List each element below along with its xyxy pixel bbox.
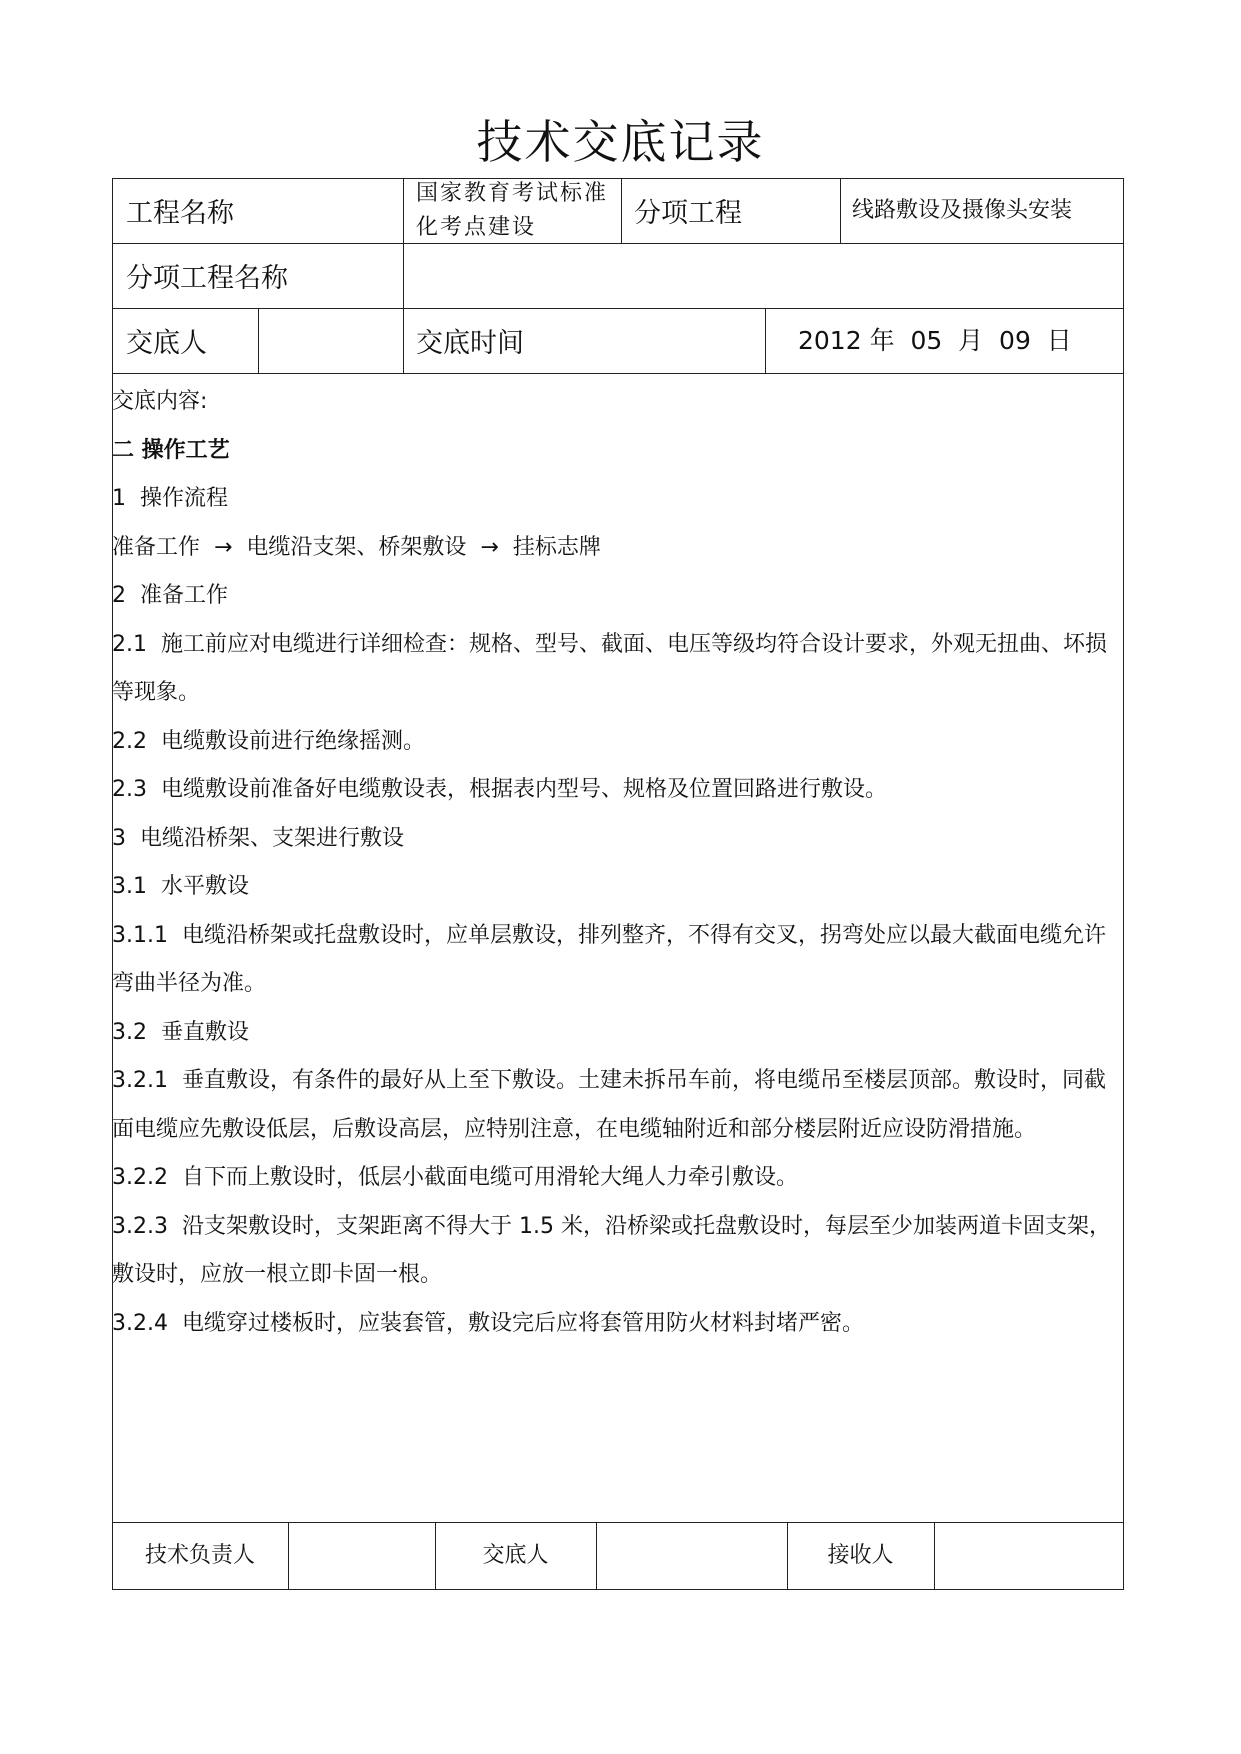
content-line: 1 操作流程 xyxy=(112,486,228,511)
tech-lead-label: 技术负责人 xyxy=(144,1543,255,1568)
content-line: 二 操作工艺 xyxy=(112,437,230,463)
col-divider xyxy=(403,178,404,373)
col-divider xyxy=(765,308,766,373)
sub-project-name-label: 分项工程名称 xyxy=(126,263,288,294)
col-divider xyxy=(258,308,259,373)
content-line: 2.2 电缆敷设前进行绝缘摇测。 xyxy=(112,728,425,754)
time-value[interactable]: 2012 年 05 月 09 日 xyxy=(798,325,1072,355)
content-line: 2.1 施工前应对电缆进行详细检查：规格、型号、截面、电压等级均符合设计要求，外观无扭曲、坏损等现象。 xyxy=(112,631,1107,705)
sub-project-name-value[interactable] xyxy=(416,243,1116,308)
tech-lead-value[interactable] xyxy=(295,1522,431,1590)
presenter-value[interactable] xyxy=(262,308,400,373)
content-line: 3.2.2 自下而上敷设时，低层小截面电缆可用滑轮大绳人力牵引敷设。 xyxy=(112,1165,798,1190)
col-divider xyxy=(934,1522,935,1590)
receiver-value[interactable] xyxy=(941,1522,1121,1590)
project-name-value[interactable]: 国家教育考试标准化考点建设 xyxy=(416,180,609,240)
col-divider xyxy=(288,1522,289,1590)
presenter-label: 交底人 xyxy=(126,328,207,359)
content-line: 3.2.3 沿支架敷设时，支架距离不得大于 1.5 米，沿桥梁或托盘敷设时，每层至少加装两道卡固支架，敷设时，应放一根立即卡固一根。 xyxy=(112,1213,1111,1287)
content-label: 交底内容: xyxy=(112,389,208,414)
content-line: 3.1.1 电缆沿桥架或托盘敷设时，应单层敷设，排列整齐，不得有交叉，拐弯处应以最大截面电缆允许弯曲半径为准。 xyxy=(112,922,1106,996)
col-divider xyxy=(621,178,622,243)
content-line: 2 准备工作 xyxy=(112,583,228,608)
col-divider xyxy=(840,178,841,243)
content-line: 3.2 垂直敷设 xyxy=(112,1019,249,1045)
time-label: 交底时间 xyxy=(416,328,524,359)
sub-project-label: 分项工程 xyxy=(634,198,742,229)
content-line: 3 电缆沿桥架、支架进行敷设 xyxy=(112,825,404,851)
sub-project-value[interactable]: 线路敷设及摄像头安装 xyxy=(852,197,1073,223)
content-line: 3.2.1 垂直敷设，有条件的最好从上至下敷设。土建未拆吊车前，将电缆吊至楼层顶部。敷设时，同截面电缆应先敷设低层，后敷设高层，应特别注意，在电缆轴附近和部分楼层附近应设防滑措施。 xyxy=(112,1068,1106,1142)
col-divider xyxy=(596,1522,597,1590)
receiver-label: 接收人 xyxy=(827,1543,894,1568)
content-line: 准备工作 → 电缆沿支架、桥架敷设 → 挂标志牌 xyxy=(112,534,601,560)
content-line: 2.3 电缆敷设前准备好电缆敷设表，根据表内型号、规格及位置回路进行敷设。 xyxy=(112,777,887,802)
content-area xyxy=(112,378,1127,1348)
footer-presenter-label: 交底人 xyxy=(482,1543,549,1568)
row-divider xyxy=(112,373,1124,374)
footer-presenter-value[interactable] xyxy=(603,1522,783,1590)
content-line: 3.2.4 电缆穿过楼板时，应装套管，敷设完后应将套管用防火材料封堵严密。 xyxy=(112,1310,864,1336)
project-name-label: 工程名称 xyxy=(126,198,234,229)
content-line: 3.1 水平敷设 xyxy=(112,874,249,899)
document-title: 技术交底记录 xyxy=(476,115,765,169)
